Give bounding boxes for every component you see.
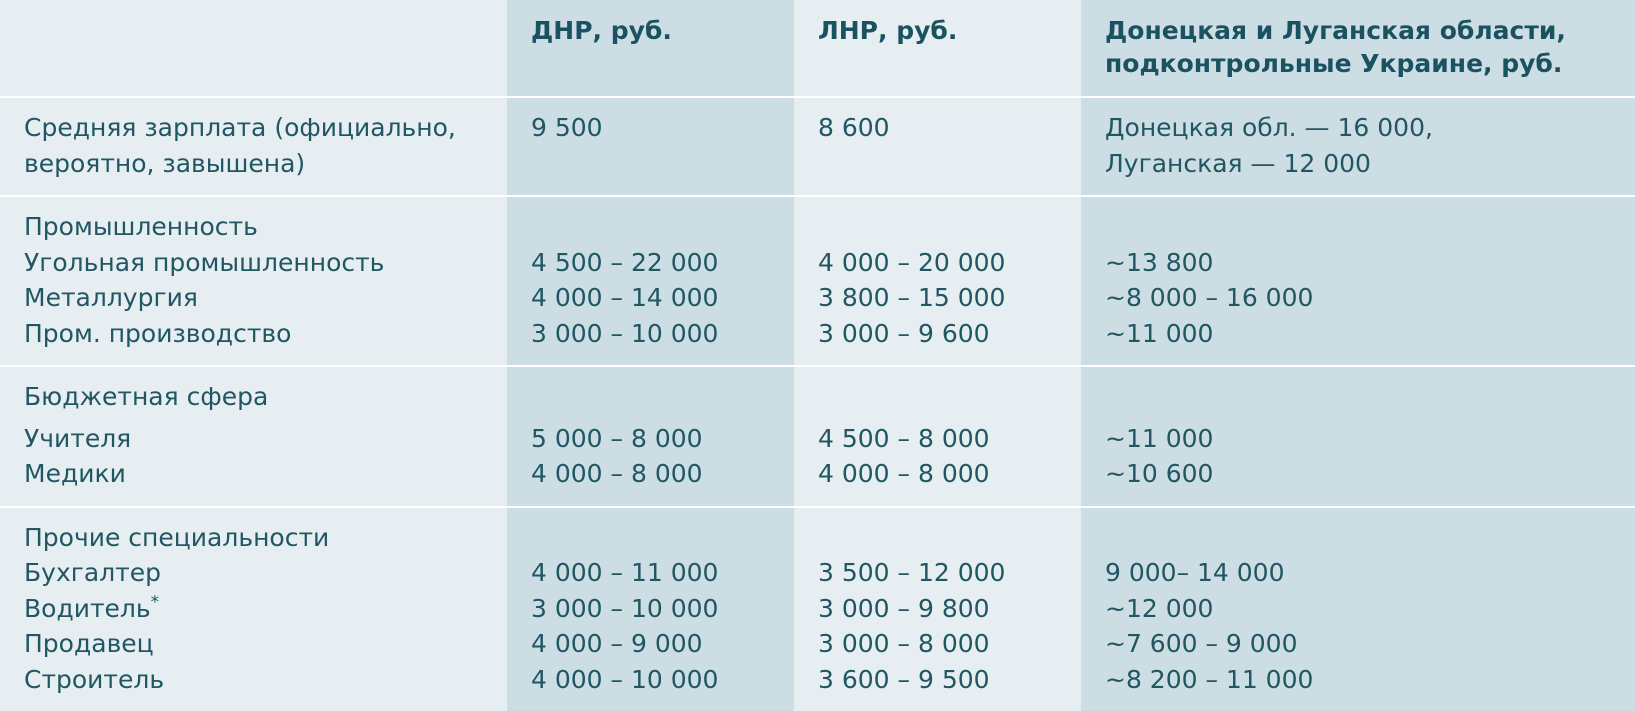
row-label-average-salary xyxy=(0,97,507,196)
table-body xyxy=(0,97,1635,711)
cell-value: ~11 000 xyxy=(1105,316,1611,352)
cell-value: 4 000 – 20 000 xyxy=(818,245,1057,281)
row-group-label: Прочие специальности xyxy=(24,520,483,556)
cell-value: ~8 200 – 11 000 xyxy=(1105,662,1611,698)
cell-ukraine-other-specialities xyxy=(1081,507,1635,711)
cell-ukraine-public-sector xyxy=(1081,366,1635,507)
cell-value: ~13 800 xyxy=(1105,245,1611,281)
row-label-line: Учителя xyxy=(24,421,483,457)
row-label-line: Водитель* xyxy=(24,591,483,627)
row-label-line: Пром. производство xyxy=(24,316,483,352)
row-label-line: Угольная промышленность xyxy=(24,245,483,281)
cell-lnr-industry xyxy=(794,196,1081,366)
row-label-line: вероятно, завышена) xyxy=(24,146,483,182)
cell-value: 3 800 – 15 000 xyxy=(818,280,1057,316)
cell-value: 3 600 – 9 500 xyxy=(818,662,1057,698)
row-label-line: Медики xyxy=(24,456,483,492)
cell-value: 9 500 xyxy=(531,110,770,146)
cell-ukraine-average-salary xyxy=(1081,97,1635,196)
cell-value: 3 000 – 8 000 xyxy=(818,626,1057,662)
row-label-line: Строитель xyxy=(24,662,483,698)
cell-value: 3 000 – 9 600 xyxy=(818,316,1057,352)
table-row xyxy=(0,366,1635,507)
cell-dnr-other-specialities xyxy=(507,507,794,711)
cell-value: 4 000 – 14 000 xyxy=(531,280,770,316)
cell-value: ~10 600 xyxy=(1105,456,1611,492)
cell-value: 8 600 xyxy=(818,110,1057,146)
row-label-line: Металлургия xyxy=(24,280,483,316)
table-row xyxy=(0,97,1635,196)
row-group-label: Промышленность xyxy=(24,209,483,245)
cell-lnr-average-salary xyxy=(794,97,1081,196)
cell-lnr-other-specialities xyxy=(794,507,1081,711)
cell-dnr-average-salary xyxy=(507,97,794,196)
cell-dnr-public-sector xyxy=(507,366,794,507)
row-label-other-specialities xyxy=(0,507,507,711)
row-label-industry xyxy=(0,196,507,366)
footnote-marker: * xyxy=(151,592,160,612)
cell-value: ~12 000 xyxy=(1105,591,1611,627)
cell-value: 4 000 – 9 000 xyxy=(531,626,770,662)
row-label-line: Средняя зарплата (официально, xyxy=(24,110,483,146)
cell-value: 4 500 – 8 000 xyxy=(818,421,1057,457)
cell-value: ~8 000 – 16 000 xyxy=(1105,280,1611,316)
table-header xyxy=(0,0,1635,97)
column-header-lnr: ЛНР, руб. xyxy=(794,0,1081,97)
cell-value: ~7 600 – 9 000 xyxy=(1105,626,1611,662)
row-group-label: Бюджетная сфера xyxy=(24,379,483,415)
cell-value: Донецкая обл. — 16 000, xyxy=(1105,110,1611,146)
table-header-row xyxy=(0,0,1635,97)
cell-value: 4 500 – 22 000 xyxy=(531,245,770,281)
row-label-line: Бухгалтер xyxy=(24,555,483,591)
column-header-dnr: ДНР, руб. xyxy=(507,0,794,97)
column-header-category xyxy=(0,0,507,97)
column-header-ukraine: Донецкая и Луганская области, подконтрольные Украине, руб. xyxy=(1081,0,1635,97)
table-row xyxy=(0,507,1635,711)
row-label-public-sector xyxy=(0,366,507,507)
cell-value: 3 000 – 10 000 xyxy=(531,591,770,627)
cell-value: 9 000– 14 000 xyxy=(1105,555,1611,591)
cell-value: 4 000 – 10 000 xyxy=(531,662,770,698)
cell-value: 3 000 – 9 800 xyxy=(818,591,1057,627)
cell-value: ~11 000 xyxy=(1105,421,1611,457)
cell-value: 4 000 – 8 000 xyxy=(531,456,770,492)
table-row xyxy=(0,196,1635,366)
row-label-line: Продавец xyxy=(24,626,483,662)
cell-value: 4 000 – 11 000 xyxy=(531,555,770,591)
cell-dnr-industry xyxy=(507,196,794,366)
cell-value: 3 000 – 10 000 xyxy=(531,316,770,352)
cell-ukraine-industry xyxy=(1081,196,1635,366)
cell-value: 3 500 – 12 000 xyxy=(818,555,1057,591)
cell-value: 4 000 – 8 000 xyxy=(818,456,1057,492)
cell-value: Луганская — 12 000 xyxy=(1105,146,1611,182)
cell-lnr-public-sector xyxy=(794,366,1081,507)
cell-value: 5 000 – 8 000 xyxy=(531,421,770,457)
